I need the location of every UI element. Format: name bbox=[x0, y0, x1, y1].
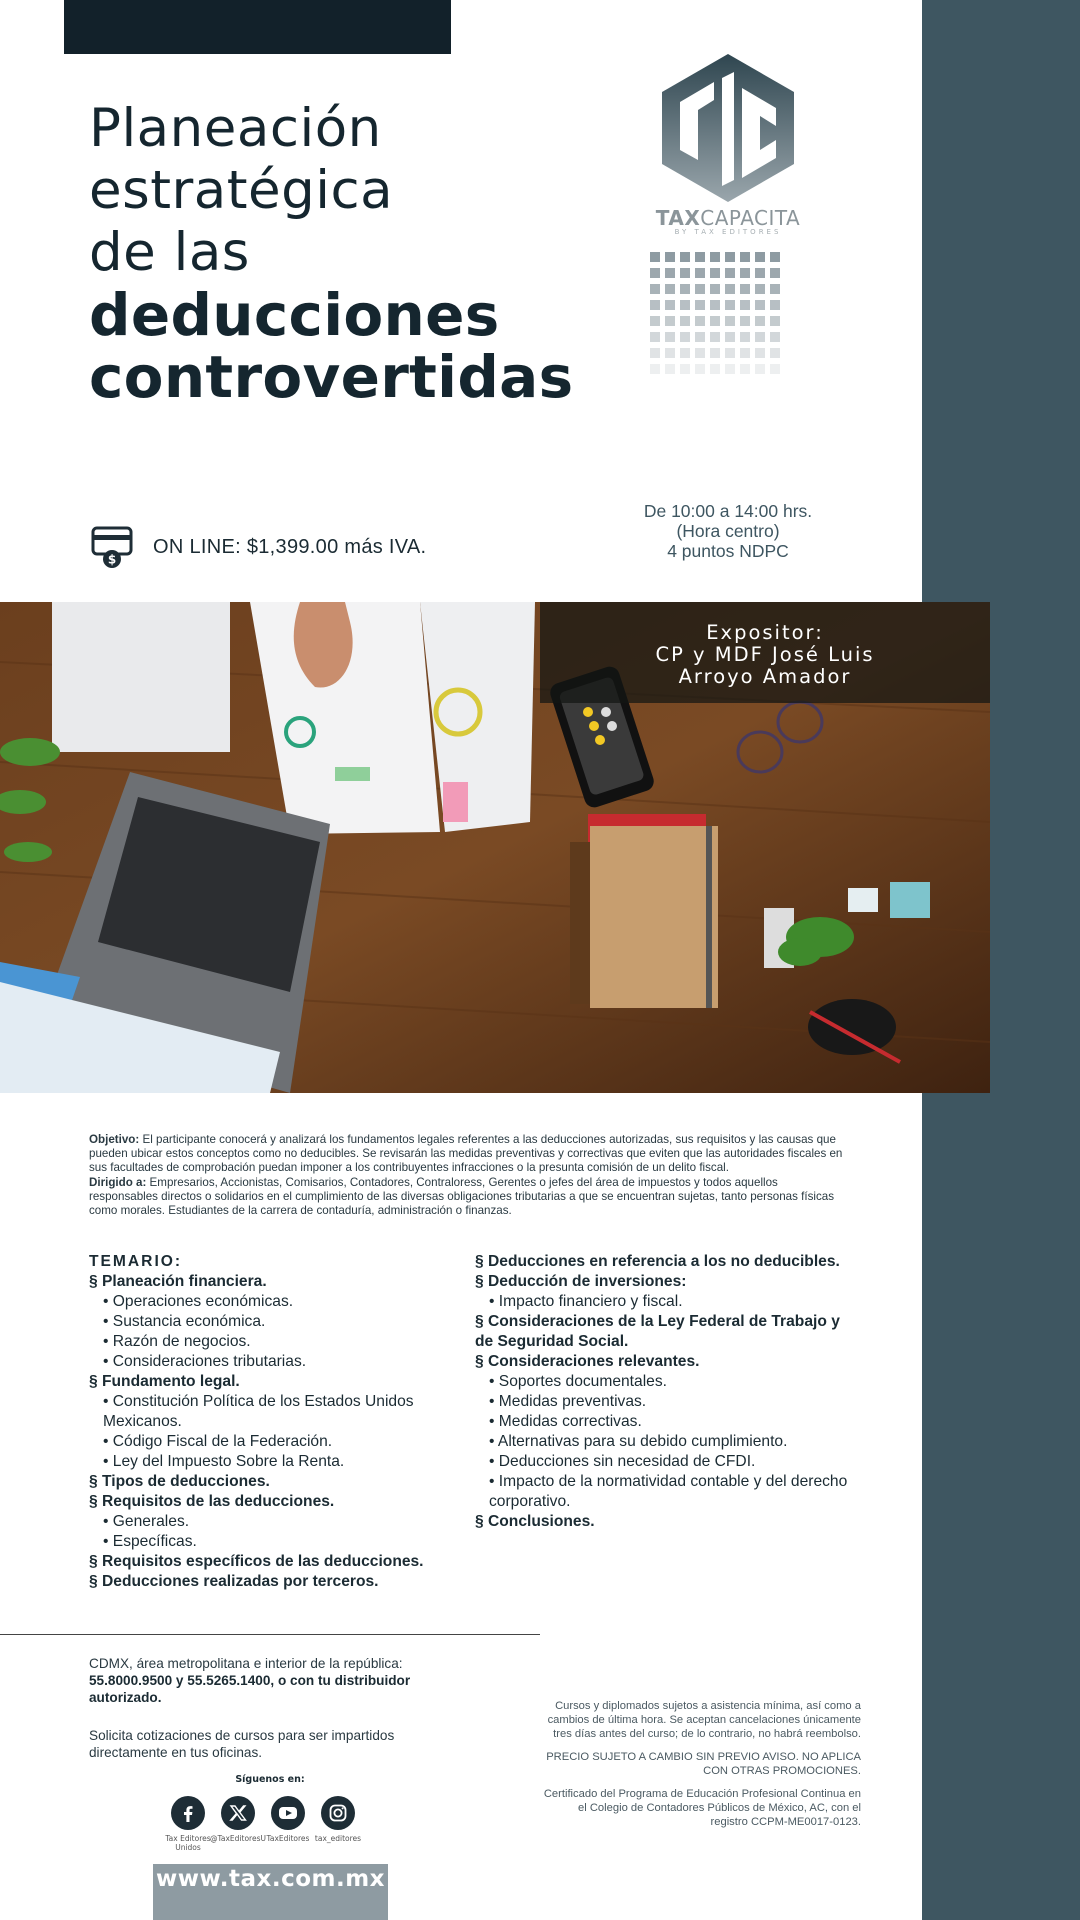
grid-dot bbox=[755, 284, 765, 294]
grid-dot bbox=[770, 268, 780, 278]
syllabus-section: § Requisitos de las deducciones. bbox=[89, 1493, 335, 1510]
grid-dot bbox=[695, 300, 705, 310]
objective-label: Objetivo: bbox=[89, 1133, 140, 1146]
grid-dot bbox=[695, 252, 705, 262]
schedule-time: De 10:00 a 14:00 hrs. bbox=[643, 501, 813, 521]
contact-phones: 55.8000.9500 y 55.5265.1400, o con tu distribuidor autorizado. bbox=[89, 1673, 411, 1705]
syllabus-item: • Consideraciones tributarias. bbox=[103, 1353, 307, 1370]
syllabus-item: • Soportes documentales. bbox=[489, 1373, 667, 1390]
grid-dot bbox=[680, 252, 690, 262]
syllabus-section: § Conclusiones. bbox=[475, 1513, 595, 1530]
grid-dot bbox=[680, 300, 690, 310]
brand-name-light: CAPACITA bbox=[700, 206, 801, 230]
note-attendance: Cursos y diplomados sujetos a asistencia mínima, así como a cambios de última hora. Se aceptan cancelaciones únicamente tres días antes del curso; de lo contrario, no habrá reembolso. bbox=[547, 1700, 861, 1740]
grid-dot bbox=[725, 252, 735, 262]
social-links bbox=[163, 1796, 363, 1852]
social-label: @TaxEditoresU bbox=[210, 1834, 266, 1843]
grid-dot bbox=[695, 268, 705, 278]
footer-divider bbox=[0, 1634, 540, 1635]
grid-dot bbox=[695, 348, 705, 358]
grid-dot bbox=[680, 284, 690, 294]
objective-paragraph bbox=[89, 1133, 849, 1176]
grid-dot bbox=[710, 364, 720, 374]
social-label: Tax Editores Unidos bbox=[165, 1834, 211, 1852]
grid-dot bbox=[755, 300, 765, 310]
grid-dot bbox=[770, 252, 780, 262]
decorative-dot-grid bbox=[650, 252, 780, 374]
syllabus-item: • Generales. bbox=[103, 1513, 190, 1530]
speaker-box bbox=[540, 602, 990, 703]
speaker-name-2: Arroyo Amador bbox=[678, 665, 852, 688]
grid-dot bbox=[650, 364, 660, 374]
grid-dot bbox=[755, 364, 765, 374]
grid-dot bbox=[665, 268, 675, 278]
grid-dot bbox=[710, 268, 720, 278]
grid-dot bbox=[740, 268, 750, 278]
svg-text:$: $ bbox=[107, 552, 117, 567]
social-youtube[interactable] bbox=[263, 1796, 313, 1852]
title-line-4: deducciones bbox=[89, 281, 500, 349]
grid-dot bbox=[770, 364, 780, 374]
grid-dot bbox=[755, 348, 765, 358]
brand-name-bold: TAX bbox=[655, 206, 701, 230]
syllabus-item: • Sustancia económica. bbox=[103, 1313, 266, 1330]
grid-dot bbox=[725, 284, 735, 294]
follow-label: Síguenos en: bbox=[235, 1774, 305, 1785]
x-icon[interactable] bbox=[221, 1796, 255, 1830]
syllabus-section: § Deducción de inversiones: bbox=[475, 1273, 687, 1290]
grid-dot bbox=[740, 252, 750, 262]
grid-dot bbox=[755, 316, 765, 326]
price-row bbox=[91, 525, 426, 569]
brand-tagline: BY TAX EDITORES bbox=[674, 228, 782, 236]
youtube-icon[interactable] bbox=[271, 1796, 305, 1830]
syllabus-item: • Alternativas para su debido cumplimiento. bbox=[489, 1433, 788, 1450]
grid-dot bbox=[680, 316, 690, 326]
syllabus-item: • Medidas correctivas. bbox=[489, 1413, 642, 1430]
legal-notes bbox=[540, 1699, 861, 1838]
grid-dot bbox=[725, 316, 735, 326]
taxcapacita-logo-icon bbox=[658, 52, 798, 204]
grid-dot bbox=[680, 268, 690, 278]
grid-dot bbox=[770, 300, 780, 310]
syllabus-section: § Consideraciones de la Ley Federal de Trabajo y de Seguridad Social. bbox=[475, 1313, 840, 1350]
grid-dot bbox=[695, 332, 705, 342]
social-facebook[interactable] bbox=[163, 1796, 213, 1852]
speaker-label: Expositor: bbox=[706, 621, 824, 644]
grid-dot bbox=[770, 284, 780, 294]
social-label: tax_editores bbox=[314, 1834, 362, 1843]
grid-dot bbox=[650, 332, 660, 342]
speaker-name-1: CP y MDF José Luis bbox=[655, 643, 875, 666]
grid-dot bbox=[725, 332, 735, 342]
syllabus-item: • Código Fiscal de la Federación. bbox=[103, 1433, 333, 1450]
audience-text: Empresarios, Accionistas, Comisarios, Contadores, Contraloress, Gerentes o jefes del área de impuestos y todos aquellos responsables directos o solidarios en el cumplimiento de las diversas obligaciones tributarias a que se encuentran sujetas, tanto personas físicas como morales. Estudiantes de la carrera de contaduría, administración o finanzas. bbox=[89, 1175, 834, 1218]
contact-info bbox=[89, 1655, 469, 1706]
syllabus-item: • Operaciones económicas. bbox=[103, 1293, 294, 1310]
grid-dot bbox=[695, 364, 705, 374]
grid-dot bbox=[680, 364, 690, 374]
syllabus-item: • Constitución Política de los Estados Unidos Mexicanos. bbox=[103, 1393, 414, 1430]
brand-name bbox=[640, 206, 816, 230]
title-line-1: Planeación bbox=[89, 98, 382, 159]
syllabus-item: • Razón de negocios. bbox=[103, 1333, 251, 1350]
grid-dot bbox=[650, 252, 660, 262]
website-link[interactable]: www.tax.com.mx bbox=[153, 1864, 388, 1920]
grid-dot bbox=[740, 348, 750, 358]
grid-dot bbox=[650, 300, 660, 310]
grid-dot bbox=[695, 284, 705, 294]
facebook-icon[interactable] bbox=[171, 1796, 205, 1830]
grid-dot bbox=[725, 300, 735, 310]
contact-intro: CDMX, área metropolitana e interior de la república: bbox=[89, 1656, 403, 1671]
syllabus-item: • Impacto de la normatividad contable y del derecho corporativo. bbox=[489, 1473, 848, 1510]
grid-dot bbox=[650, 268, 660, 278]
note-price: PRECIO SUJETO A CAMBIO SIN PREVIO AVISO. NO APLICA CON OTRAS PROMOCIONES. bbox=[546, 1751, 861, 1777]
grid-dot bbox=[740, 284, 750, 294]
grid-dot bbox=[650, 284, 660, 294]
grid-dot bbox=[755, 252, 765, 262]
grid-dot bbox=[710, 348, 720, 358]
grid-dot bbox=[665, 348, 675, 358]
schedule-info bbox=[600, 501, 856, 561]
grid-dot bbox=[710, 284, 720, 294]
grid-dot bbox=[755, 268, 765, 278]
syllabus-section: § Tipos de deducciones. bbox=[89, 1473, 270, 1490]
payment-card-icon bbox=[91, 525, 135, 569]
title-line-5: controvertidas bbox=[89, 343, 574, 411]
grid-dot bbox=[740, 332, 750, 342]
grid-dot bbox=[770, 348, 780, 358]
grid-dot bbox=[650, 316, 660, 326]
schedule-timezone: (Hora centro) bbox=[676, 521, 780, 541]
brand-logo bbox=[640, 52, 816, 236]
syllabus-item: • Ley del Impuesto Sobre la Renta. bbox=[103, 1453, 345, 1470]
grid-dot bbox=[665, 284, 675, 294]
social-label: TaxEditores bbox=[266, 1834, 310, 1843]
quote-request-text: Solicita cotizaciones de cursos para ser impartidos directamente en tus oficinas. bbox=[89, 1728, 395, 1760]
grid-dot bbox=[695, 316, 705, 326]
grid-dot bbox=[680, 348, 690, 358]
syllabus-item: • Deducciones sin necesidad de CFDI. bbox=[489, 1453, 756, 1470]
grid-dot bbox=[680, 332, 690, 342]
note-certification: Certificado del Programa de Educación Profesional Continua en el Colegio de Contadores Públicos de México, AC, con el registro CCPM-ME0017-0123. bbox=[543, 1788, 861, 1828]
grid-dot bbox=[665, 300, 675, 310]
grid-dot bbox=[710, 332, 720, 342]
title-line-3: de las bbox=[89, 222, 250, 283]
grid-dot bbox=[710, 252, 720, 262]
syllabus-item: • Medidas preventivas. bbox=[489, 1393, 647, 1410]
grid-dot bbox=[665, 332, 675, 342]
syllabus-section: § Consideraciones relevantes. bbox=[475, 1353, 700, 1370]
syllabus-item: • Específicas. bbox=[103, 1533, 197, 1550]
social-instagram[interactable] bbox=[313, 1796, 363, 1852]
grid-dot bbox=[740, 300, 750, 310]
price-text: ON LINE: $1,399.00 más IVA. bbox=[153, 535, 427, 558]
course-description bbox=[89, 1133, 849, 1218]
grid-dot bbox=[725, 348, 735, 358]
syllabus-left-column bbox=[89, 1252, 444, 1592]
grid-dot bbox=[740, 364, 750, 374]
syllabus-section: § Deducciones en referencia a los no deducibles. bbox=[475, 1253, 840, 1270]
syllabus-right-column bbox=[475, 1252, 855, 1532]
grid-dot bbox=[725, 364, 735, 374]
grid-dot bbox=[665, 252, 675, 262]
syllabus-item: • Impacto financiero y fiscal. bbox=[489, 1293, 683, 1310]
grid-dot bbox=[770, 332, 780, 342]
grid-dot bbox=[710, 300, 720, 310]
page-title bbox=[89, 98, 574, 411]
top-accent-bar bbox=[64, 0, 451, 54]
syllabus-heading: TEMARIO: bbox=[89, 1253, 183, 1270]
grid-dot bbox=[770, 316, 780, 326]
grid-dot bbox=[755, 332, 765, 342]
syllabus-section: § Deducciones realizadas por terceros. bbox=[89, 1573, 379, 1590]
objective-text: El participante conocerá y analizará los fundamentos legales referentes a las deducciones autorizadas, sus requisitos y las causas que pueden ubicar estos conceptos como no deducibles. Se revisarán las medidas preventivas y correctivas que eviten que las autoridades fiscales en sus facultades de comprobación puedan imponer a los contribuyentes infracciones o la presunta comisión de un delito fiscal. bbox=[89, 1133, 843, 1175]
schedule-points: 4 puntos NDPC bbox=[667, 541, 789, 561]
grid-dot bbox=[725, 268, 735, 278]
grid-dot bbox=[665, 316, 675, 326]
syllabus-section: § Requisitos específicos de las deducciones. bbox=[89, 1553, 424, 1570]
social-x[interactable] bbox=[210, 1796, 266, 1852]
grid-dot bbox=[740, 316, 750, 326]
grid-dot bbox=[665, 364, 675, 374]
audience-paragraph bbox=[89, 1176, 849, 1219]
grid-dot bbox=[710, 316, 720, 326]
grid-dot bbox=[650, 348, 660, 358]
syllabus-section: § Fundamento legal. bbox=[89, 1373, 240, 1390]
instagram-icon[interactable] bbox=[321, 1796, 355, 1830]
title-line-2: estratégica bbox=[89, 160, 394, 221]
syllabus-section: § Planeación financiera. bbox=[89, 1273, 267, 1290]
audience-label: Dirigido a: bbox=[89, 1175, 147, 1189]
